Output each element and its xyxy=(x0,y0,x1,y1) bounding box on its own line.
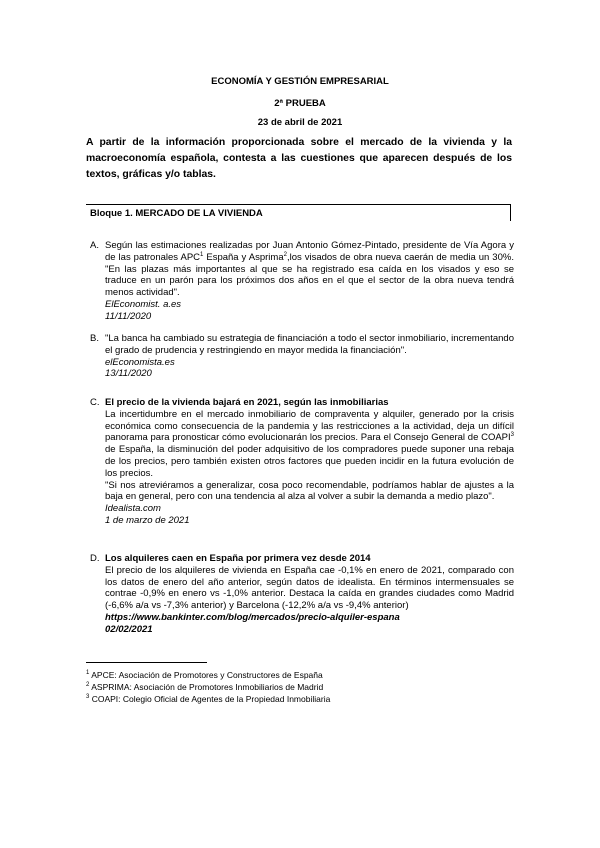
footnote-divider xyxy=(86,662,207,663)
item-c-quote: "Si nos atreviéramos a generalizar, cosa poco recomendable, podríamos hablar de ajustes a la baja en general, pero con una tendencia al alza al volver a subir la demanda a medio plazo". xyxy=(105,479,514,503)
item-b-letter: B. xyxy=(90,333,99,344)
item-d-date: 02/02/2021 xyxy=(105,623,153,635)
item-c-date: 1 de marzo de 2021 xyxy=(105,514,190,526)
item-b xyxy=(90,333,514,380)
footnote-1: $^1$ APCE: Asociación de Promotores y Constructores de España xyxy=(86,670,323,680)
item-d-text: El precio de los alquileres de vivienda en España cae -0,1% en enero de 2021, comparado con los datos de enero del año anterior, según datos de idealista. En términos intermensuales se contrae -0,9% en enero vs -1,0% anterior. Destaca la caída en grandes ciudades como Madrid (-6,6% a/a vs -7,3% anterior) y Barcelona (-12,2% a/a vs -9,4% anterior) xyxy=(105,564,514,612)
exam-prueba: 2ª PRUEBA xyxy=(274,98,326,109)
bloque-label: Bloque 1. MERCADO DE LA VIVIENDA xyxy=(90,208,263,219)
item-d-title: Los alquileres caen en España por primera vez desde 2014 xyxy=(105,553,371,564)
item-b-date: 13/11/2020 xyxy=(105,368,152,380)
item-a-date: 11/11/2020 xyxy=(105,310,152,322)
item-d-source-link[interactable]: https://www.bankinter.com/blog/mercados/precio-alquiler-espana xyxy=(105,611,400,623)
item-a-text: Según las estimaciones realizadas por Juan Antonio Gómez-Pintado, presidente de Vía Agora y de las patronales APC$^1$ España y Asprima$^2$,los visados de obra nueva caerán de media un 30%. "En las plazas más importantes al que se ha registrado esa caída en los visados y eso se traduce en un parón para los próximos dos años en el que el sector de la obra nueva tendrá menos actividad". xyxy=(105,240,514,299)
item-c-source: Idealista.com xyxy=(105,503,161,515)
item-c xyxy=(90,397,514,527)
footnote-3: $^3$ COAPI: Colegio Oficial de Agentes de la Propiedad Inmobiliaria xyxy=(86,694,331,704)
item-b-source: elEconomista.es xyxy=(105,356,175,368)
footnote-2: $^2$ ASPRIMA: Asociación de Promotores Inmobiliarios de Madrid xyxy=(86,682,324,692)
item-a-letter: A. xyxy=(90,240,99,251)
exam-date: 23 de abril de 2021 xyxy=(257,117,343,128)
item-a-source: ElEconomist. a.es xyxy=(105,298,182,310)
bloque-header-box xyxy=(86,204,511,221)
item-a xyxy=(90,240,514,323)
item-c-letter: C. xyxy=(90,397,100,408)
exam-title: ECONOMÍA Y GESTIÓN EMPRESARIAL xyxy=(211,76,389,87)
item-d xyxy=(90,553,514,636)
item-c-title: El precio de la vivienda bajará en 2021, según las inmobiliarias xyxy=(105,397,389,408)
item-d-letter: D. xyxy=(90,553,100,564)
item-b-text: "La banca ha cambiado su estrategia de financiación a todo el sector inmobiliario, incrementando el grado de prudencia y restringiendo en mayor medida la financiación". xyxy=(105,333,514,356)
item-c-text: La incertidumbre en el mercado inmobiliario de compraventa y alquiler, generado por la crisis económica como consecuencia de la pandemia y las restricciones a la actividad, deja un difícil panorama para pronosticar cómo evolucionarán los precios. Para el Consejo General de COAPI$^3$ de España, la disminución del poder adquisitivo de los compradores puede suponer una rebaja de los precios, pero también existen otros factores que pueden incidir en la futura evolución de los precios. xyxy=(105,408,514,479)
intro-paragraph: A partir de la información proporcionada sobre el mercado de la vivienda y la macroeconomía española, contesta a las cuestiones que aparecen después de los textos, gráficas y/o tablas. xyxy=(86,137,512,180)
